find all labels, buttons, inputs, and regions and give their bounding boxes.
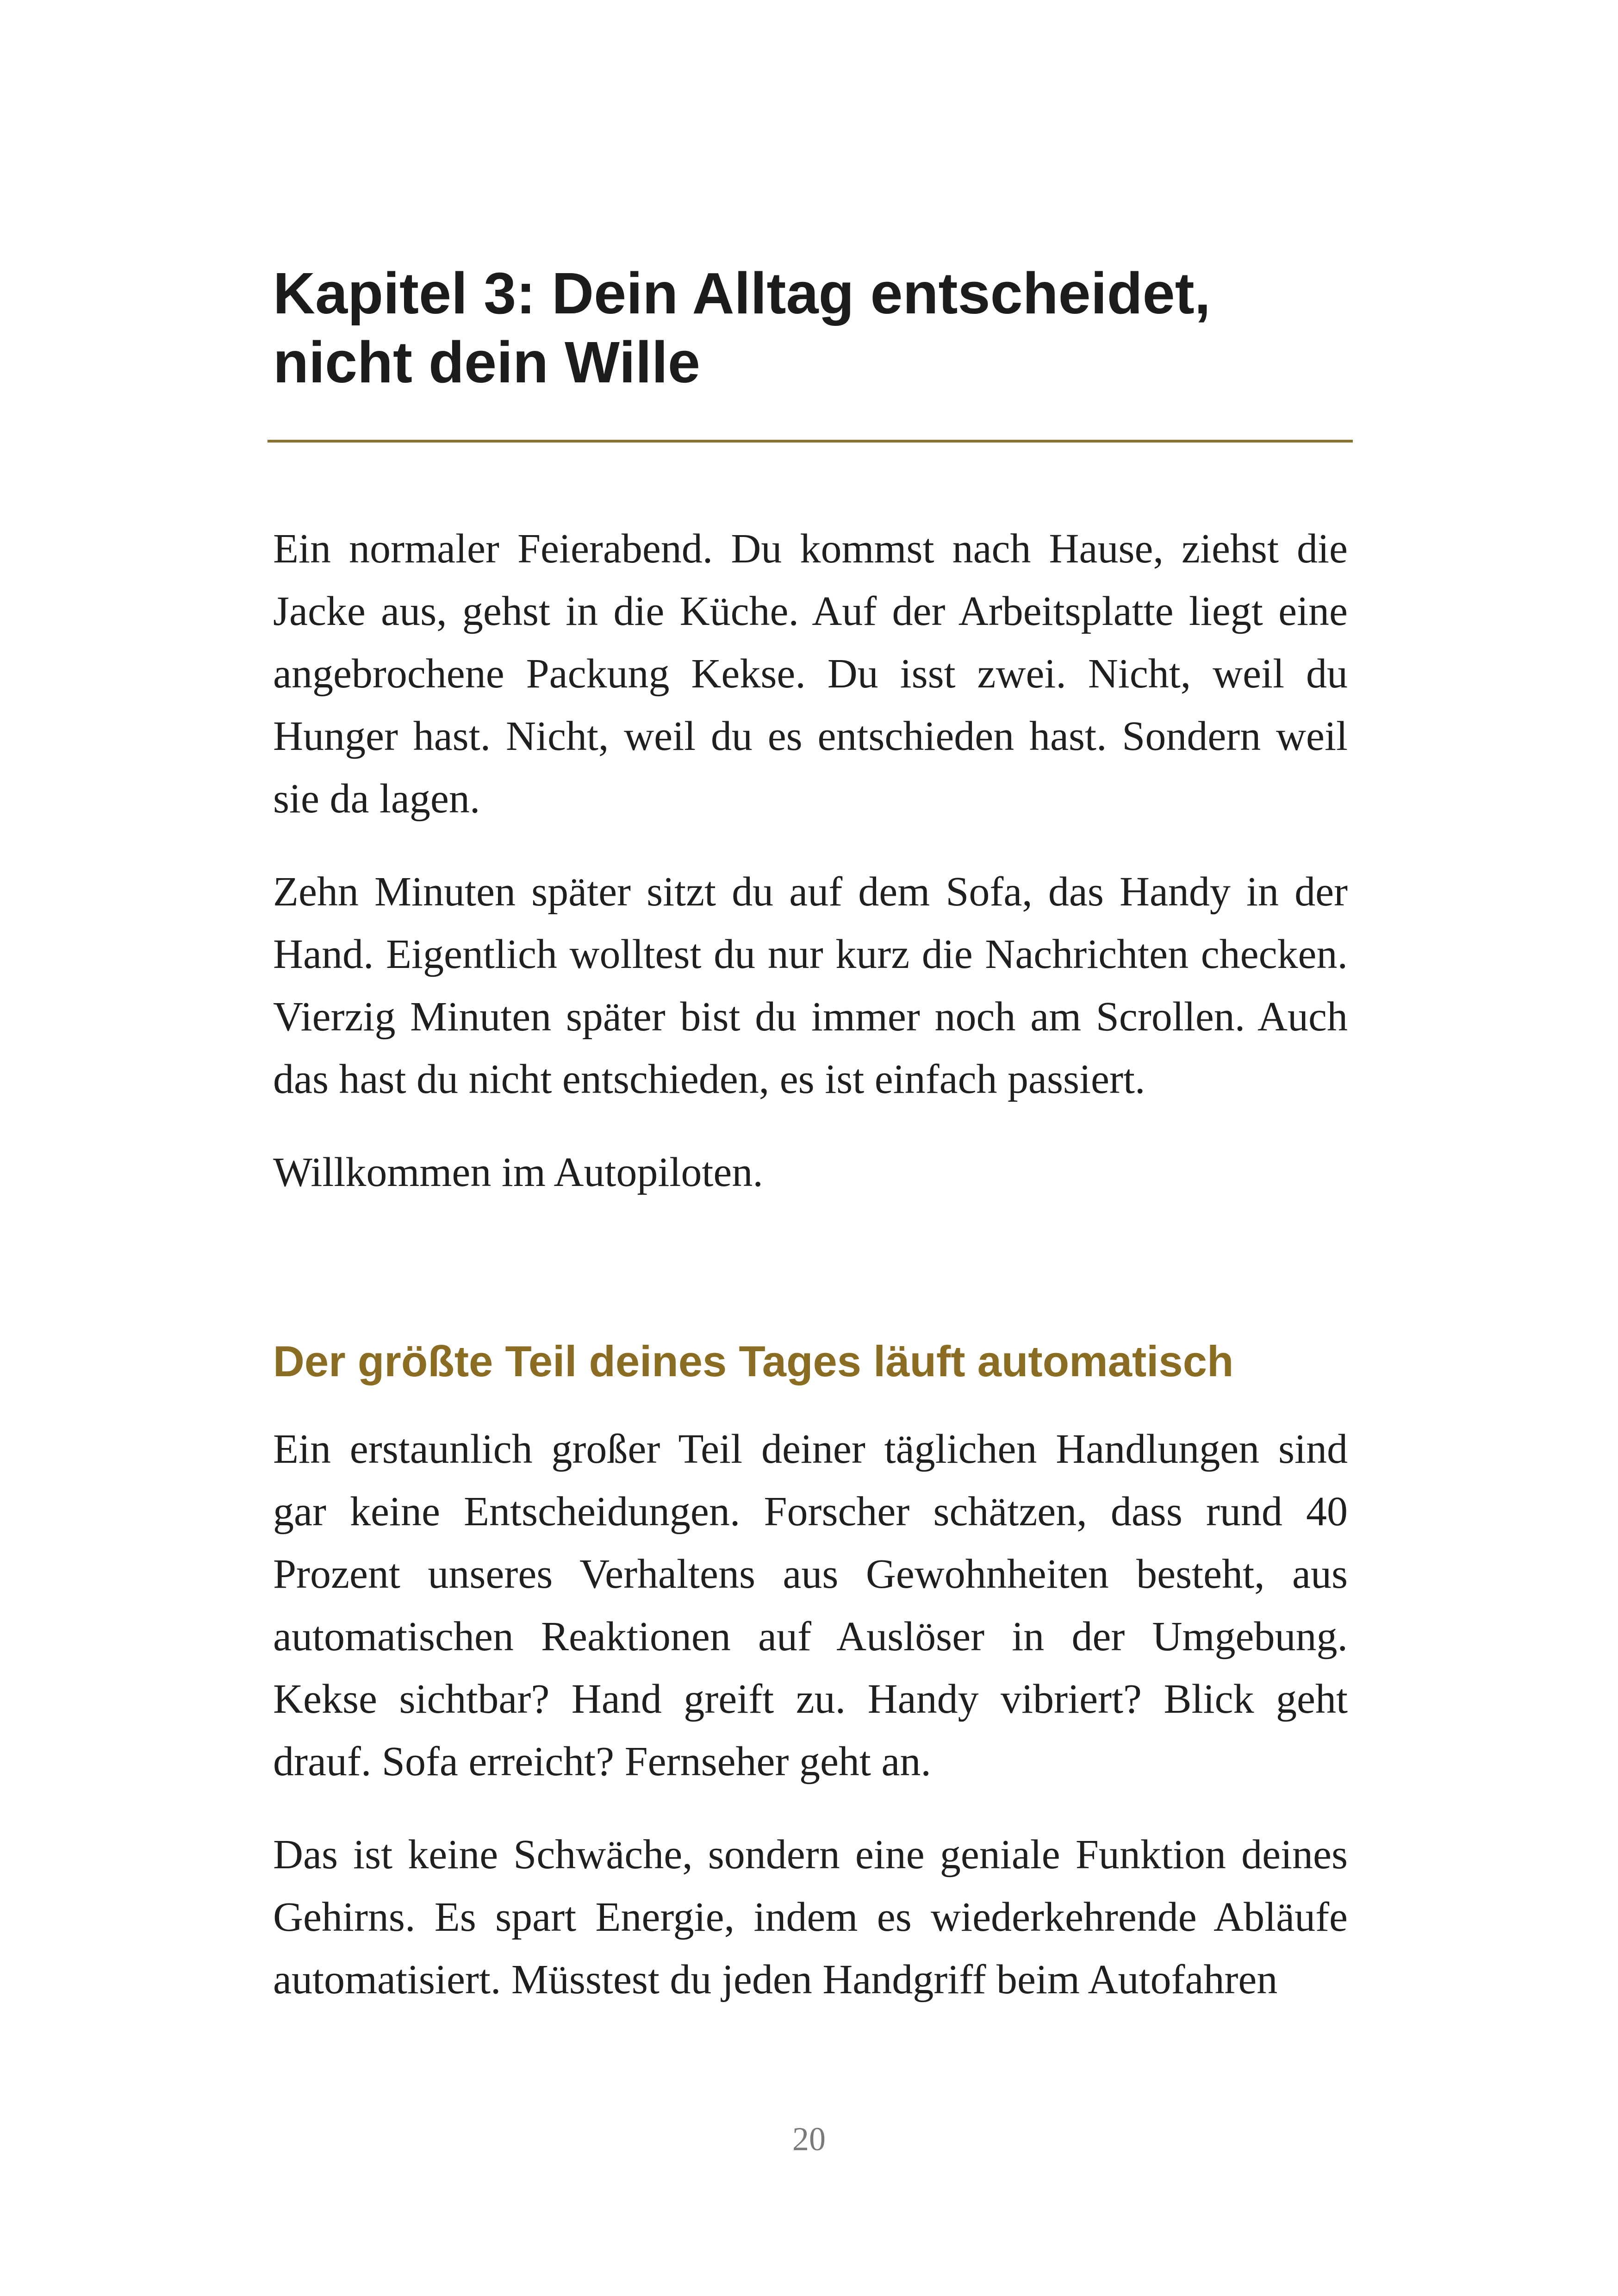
intro-paragraph-3: Willkommen im Autopiloten. [273,1149,763,1195]
section-text [273,1418,1348,2041]
section-paragraph-2: Das ist keine Schwäche, sondern eine geniale Funktion deines Gehirns. Es spart Energie, indem es wiederkehrende Abläufe automatisiert. Müsstest du jeden Handgriff beim Autofahren [273,1832,1348,2003]
intro-paragraph-2: Zehn Minuten später sitzt du auf dem Sofa, das Handy in der Hand. Eigentlich wolltest du nur kurz die Nachrichten checken. Vierzig Minuten später bist du immer noch am Scrollen. Auch das hast du nicht entschieden, es ist einfach passiert. [273,869,1348,1102]
chapter-title-line-1: Kapitel 3: Dein Alltag entscheidet, [273,261,1211,326]
chapter-title-line-2: nicht dein Wille [273,329,700,395]
page-number: 20 [792,2121,826,2158]
chapter-title [273,259,1361,397]
section-heading: Der größte Teil deines Tages läuft automatisch [273,1337,1234,1385]
intro-paragraph-1: Ein normaler Feierabend. Du kommst nach Hause, ziehst die Jacke aus, gehst in die Küche. Auf der Arbeitsplatte liegt eine angebrochene Packung Kekse. Du isst zwei. Nicht, weil du Hunger hast. Nicht, weil du es entschieden hast. Sondern weil sie da lagen. [273,526,1348,822]
intro-text [273,518,1348,1234]
title-divider [268,440,1353,443]
section-paragraph-1: Ein erstaunlich großer Teil deiner täglichen Handlungen sind gar keine Entscheidungen. Forscher schätzen, dass rund 40 Prozent unseres Verhaltens aus Gewohnheiten besteht, aus automatischen Reaktionen auf Auslöser in der Umgebung. Kekse sichtbar? Hand greift zu. Handy vibriert? Blick geht drauf. Sofa erreicht? Fernseher geht an. [273,1426,1348,1784]
